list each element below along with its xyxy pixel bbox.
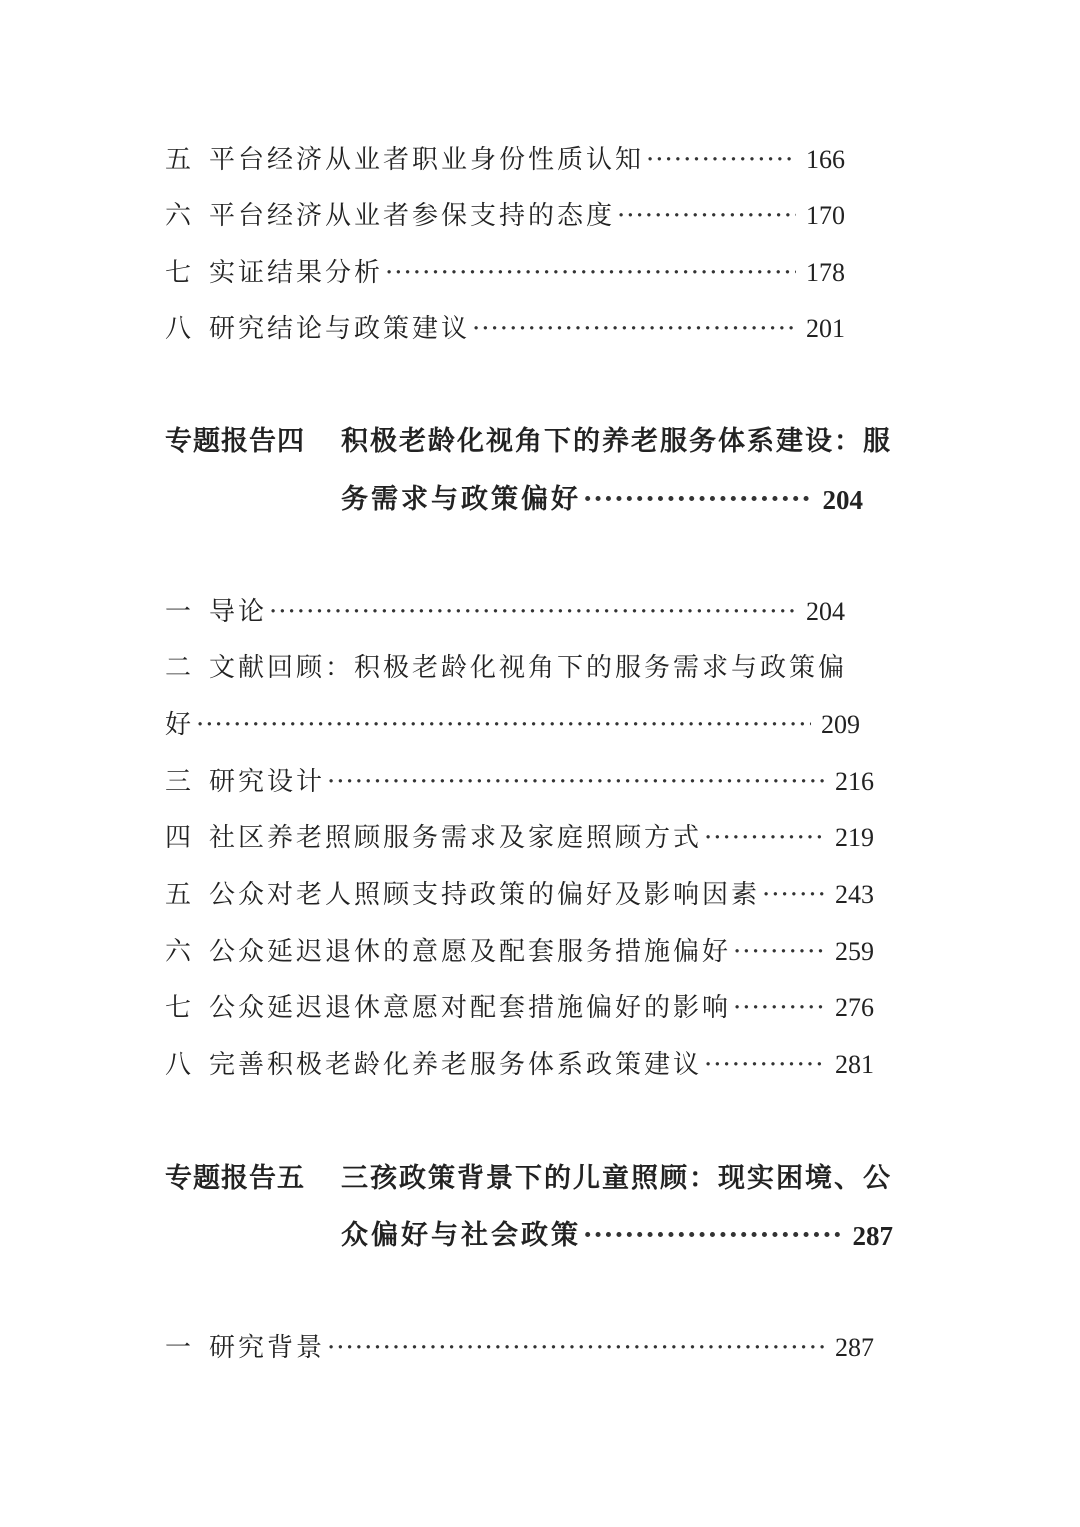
entry-number: 二	[165, 653, 192, 683]
page-number: 216	[835, 767, 874, 796]
dot-leader	[733, 932, 825, 972]
entry-number: 八	[165, 314, 192, 344]
entry-number: 一	[165, 597, 192, 627]
dot-leader	[704, 1045, 825, 1085]
dot-leader	[704, 818, 825, 858]
dot-leader	[646, 140, 796, 180]
report-page-number: 204	[822, 485, 863, 515]
entry-title: 平台经济从业者职业身份性质认知	[209, 145, 645, 175]
report-heading-continued[interactable]	[341, 1214, 893, 1258]
report-title-line2: 务需求与政策偏好	[341, 484, 581, 515]
entry-number: 五	[165, 145, 192, 175]
entry-number: 八	[165, 1050, 192, 1080]
entry-title: 研究背景	[209, 1333, 326, 1363]
entry-title: 导论	[209, 597, 268, 627]
toc-entry[interactable]	[165, 648, 865, 688]
page-number: 178	[806, 258, 845, 287]
entry-title: 公众延迟退休的意愿及配套服务措施偏好	[209, 937, 732, 967]
page-number: 219	[835, 823, 874, 852]
toc-entry[interactable]	[165, 932, 874, 972]
toc-entry[interactable]	[165, 196, 845, 236]
entry-number: 一	[165, 1333, 192, 1363]
entry-number: 四	[165, 823, 192, 853]
dot-leader	[196, 705, 811, 745]
report-label: 专题报告四	[165, 426, 305, 457]
entry-number: 五	[165, 880, 192, 910]
page-number: 204	[806, 597, 845, 626]
toc-entry[interactable]	[165, 988, 874, 1028]
entry-number: 七	[165, 258, 192, 288]
report-page-number: 287	[852, 1221, 893, 1251]
page-number: 170	[806, 201, 845, 230]
dot-leader	[583, 1214, 843, 1258]
page-number: 201	[806, 314, 845, 343]
entry-number: 七	[165, 993, 192, 1023]
toc-entry[interactable]	[165, 309, 845, 349]
entry-title: 研究结论与政策建议	[209, 314, 471, 344]
toc-entry-continued[interactable]	[165, 705, 860, 745]
report-title-line1: 三孩政策背景下的儿童照顾：现实困境、公	[341, 1163, 892, 1194]
report-title-line2: 众偏好与社会政策	[341, 1220, 581, 1251]
toc-entry[interactable]	[165, 818, 874, 858]
toc-entry[interactable]	[165, 1045, 874, 1085]
page-number: 276	[835, 993, 874, 1022]
dot-leader	[269, 592, 796, 632]
dot-leader	[472, 309, 796, 349]
toc-entry[interactable]	[165, 140, 845, 180]
page-number: 281	[835, 1050, 874, 1079]
dot-leader	[327, 1328, 825, 1368]
page-number: 209	[821, 710, 860, 739]
dot-leader	[583, 478, 813, 522]
dot-leader	[733, 988, 825, 1028]
page-number: 259	[835, 937, 874, 966]
toc-entry[interactable]	[165, 253, 845, 293]
entry-title: 研究设计	[209, 767, 326, 797]
toc-entry[interactable]	[165, 762, 874, 802]
report-label: 专题报告五	[165, 1163, 305, 1194]
dot-leader	[617, 196, 796, 236]
entry-title: 好	[165, 710, 195, 740]
entry-number: 六	[165, 201, 192, 231]
entry-number: 六	[165, 937, 192, 967]
report-title-line1: 积极老龄化视角下的养老服务体系建设：服	[341, 426, 892, 457]
entry-title: 社区养老照顾服务需求及家庭照顾方式	[209, 823, 703, 853]
entry-number: 三	[165, 767, 192, 797]
toc-entry[interactable]	[165, 875, 874, 915]
dot-leader	[762, 875, 825, 915]
report-heading-continued[interactable]	[341, 478, 863, 522]
entry-title: 完善积极老龄化养老服务体系政策建议	[209, 1050, 703, 1080]
page-number: 166	[806, 145, 845, 174]
entry-title: 文献回顾：积极老龄化视角下的服务需求与政策偏	[209, 653, 848, 683]
page-number: 287	[835, 1333, 874, 1362]
dot-leader	[327, 762, 825, 802]
entry-title: 平台经济从业者参保支持的态度	[209, 201, 616, 231]
toc-entry[interactable]	[165, 592, 845, 632]
dot-leader	[385, 253, 796, 293]
page-number: 243	[835, 880, 874, 909]
toc-entry[interactable]	[165, 1328, 874, 1368]
entry-title: 公众延迟退休意愿对配套措施偏好的影响	[209, 993, 732, 1023]
report-heading[interactable]	[165, 420, 905, 464]
entry-title: 公众对老人照顾支持政策的偏好及影响因素	[209, 880, 761, 910]
entry-title: 实证结果分析	[209, 258, 384, 288]
report-heading[interactable]	[165, 1157, 905, 1201]
